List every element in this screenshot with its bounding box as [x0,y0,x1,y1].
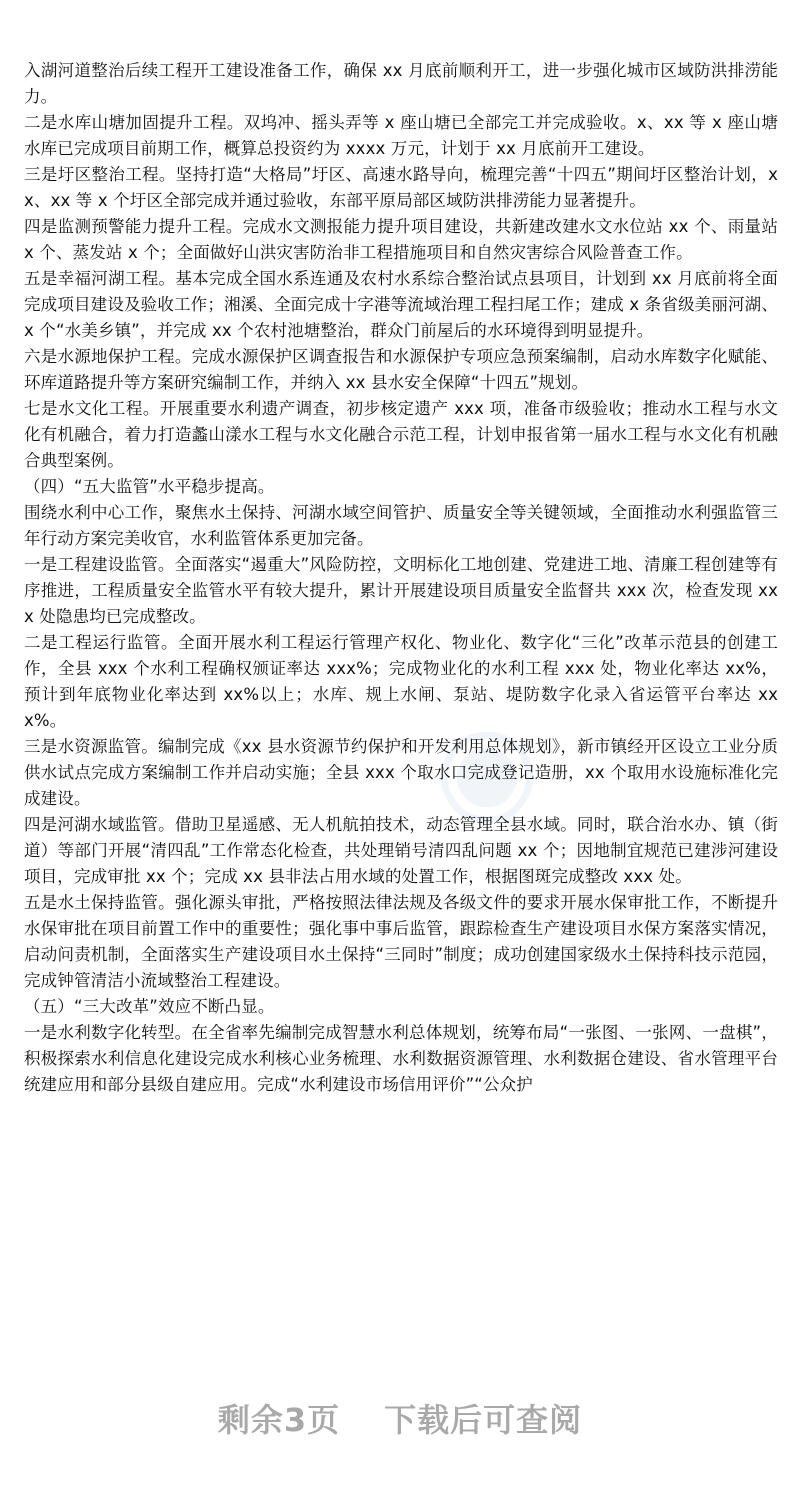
cropped-top-line [24,0,778,4]
paragraph: 七是水文化工程。开展重要水利遗产调查，初步核定遗产 xxx 项，准备市级验收；推动水工程与水文化有机融合，着力打造蠡山漾水工程与水文化融合示范工程，计划申报省第一届水工程与水文化有机融合典型案例。 [24,399,778,470]
paragraph: 四是监测预警能力提升工程。完成水文测报能力提升项目建设，共新建改建水文水位站 xx 个、雨量站 x 个、蒸发站 x 个；全面做好山洪灾害防治非工程措施项目和自然灾害综合风险普查工作。 [24,217,778,262]
paragraph: 三是圩区整治工程。坚持打造“大格局”圩区、高速水路导向，梳理完善“十四五”期间圩区整治计划，xx、xx 等 x 个圩区全部完成并通过验收，东部平原局部区域防洪排涝能力显著提升。 [24,165,778,210]
paragraph: 围绕水利中心工作，聚焦水土保持、河湖水域空间管护、质量安全等关键领域，全面推动水利强监管三年行动方案完美收官，水利监管体系更加完备。 [24,503,778,548]
download-to-view-label: 下载后可查阅 [384,1401,583,1439]
paragraph: 一是工程建设监管。全面落实“遏重大”风险防控，文明标化工地创建、党建进工地、清廉工程创建等有序推进，工程质量安全监管水平有较大提升，累计开展建设项目质量安全监督共 xxx 次，检查发现 xxx 处隐患均已完成整改。 [24,555,778,626]
paragraph: 三是水资源监管。编制完成《xx 县水资源节约保护和开发利用总体规划》，新市镇经开区设立工业分质供水试点完成方案编制工作并启动实施；全县 xxx 个取水口完成登记造册，xx 个取用水设施标准化完成建设。 [24,737,778,808]
paragraph: 一是水利数字化转型。在全省率先编制完成智慧水利总体规划，统筹布局“一张图、一张网、一盘棋”，积极探索水利信息化建设完成水利核心业务梳理、水利数据资源管理、水利数据仓建设、省水管理平台统建应用和部分县级自建应用。完成“水利建设市场信用评价”“公众护 [24,1023,778,1094]
remaining-pages-label: 剩余3页 [217,1401,341,1439]
section-heading: （四）“五大监管”水平稳步提高。 [24,477,275,496]
download-prompt[interactable] [0,1395,800,1441]
section-heading: （五）“三大改革”效应不断凸显。 [24,997,275,1016]
paragraph: 入湖河道整治后续工程开工建设准备工作，确保 xx 月底前顺利开工，进一步强化城市区域防洪排涝能力。 [24,61,778,106]
document-body [24,58,778,1098]
paragraph: 六是水源地保护工程。完成水源保护区调查报告和水源保护专项应急预案编制，启动水库数字化赋能、环库道路提升等方案研究编制工作，并纳入 xx 县水安全保障“十四五”规划。 [24,347,778,392]
paragraph: 二是工程运行监管。全面开展水利工程运行管理产权化、物业化、数字化“三化”改革示范县的创建工作，全县 xxx 个水利工程确权颁证率达 xxx%；完成物业化的水利工程 xxx 处，物业化率达 xx%，预计到年底物业化率达到 xx%以上；水库、规上水闸、泵站、堤防数字化录入省运管平台率达 xxx%。 [24,633,778,730]
paragraph: 四是河湖水域监管。借助卫星遥感、无人机航拍技术，动态管理全县水域。同时，联合治水办、镇（街道）等部门开展“清四乱”工作常态化检查，共处理销号清四乱问题 xx 个；因地制宜规范已建涉河建设项目，完成审批 xx 个；完成 xx 县非法占用水域的处置工作，根据图斑完成整改 xxx 处。 [24,815,778,886]
background-watermark: ◉ [402,683,563,856]
paragraph: 二是水库山塘加固提升工程。双坞冲、摇头弄等 x 座山塘已全部完工并完成验收。x、xx 等 x 座山塘水库已完成项目前期工作，概算总投资约为 xxxx 万元，计划于 xx 月底前开工建设。 [24,113,778,158]
paragraph: 五是幸福河湖工程。基本完成全国水系连通及农村水系综合整治试点县项目，计划到 xx 月底前将全面完成项目建设及验收工作；湘溪、全面完成十字港等流域治理工程扫尾工作；建成 x 条省级美丽河湖、x 个“水美乡镇”，并完成 xx 个农村池塘整治，群众门前屋后的水环境得到明显提升。 [24,269,778,340]
paragraph: 五是水土保持监管。强化源头审批，严格按照法律法规及各级文件的要求开展水保审批工作，不断提升水保审批在项目前置工作中的重要性；强化事中事后监管，跟踪检查生产建设项目水保方案落实情况，启动问责机制，全面落实生产建设项目水土保持“三同时”制度；成功创建国家级水土保持科技示范园，完成钟管清洁小流域整治工程建设。 [24,893,778,990]
